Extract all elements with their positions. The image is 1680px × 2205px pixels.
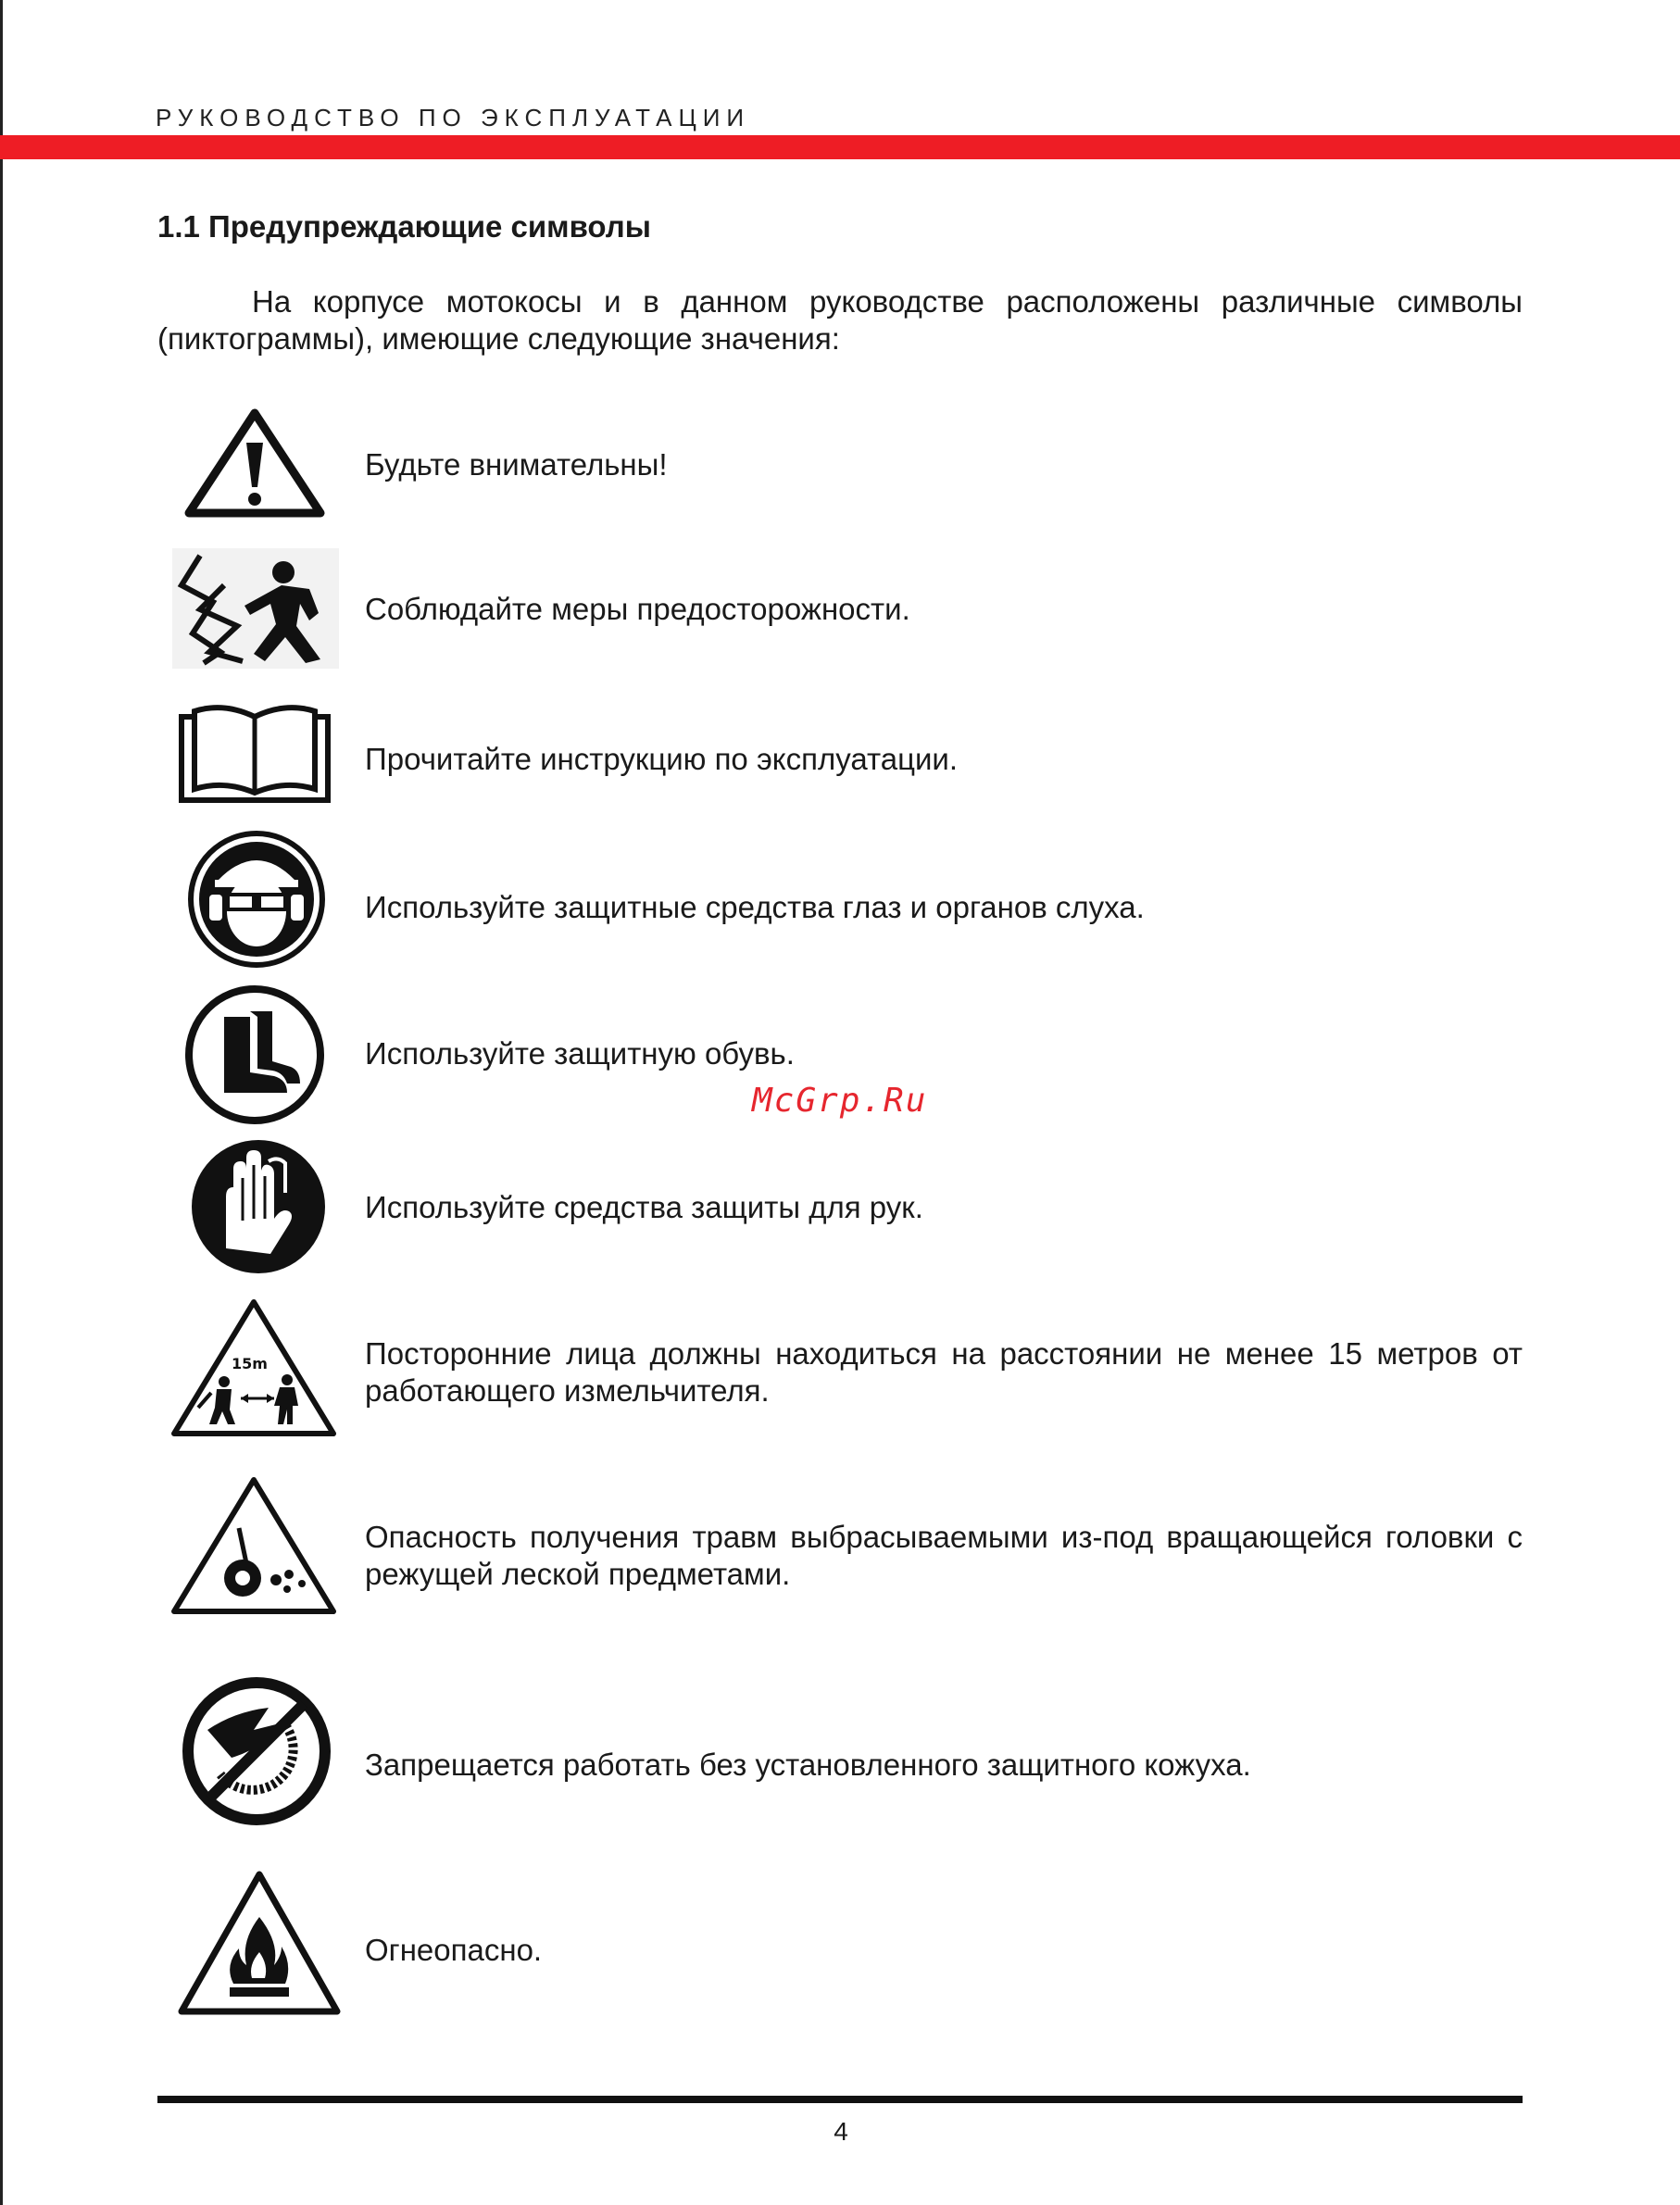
symbol-text-attention: Будьте внимательны! [365, 447, 668, 482]
symbol-text-flying-debris: Опасность получения травм выбрасываемыми из-под вращающейся головки с режущей леской предметами. [365, 1520, 1523, 1591]
flying-debris-icon [170, 1474, 337, 1615]
symbol-text-safety-boots: Используйте защитную обувь. [365, 1036, 795, 1071]
electric-hazard-icon [172, 548, 339, 669]
symbol-text-guard-required: Запрещается работать без установленного защитного кожуха. [365, 1748, 1251, 1782]
open-book-icon [178, 702, 332, 804]
safety-gloves-icon [189, 1137, 328, 1276]
intro-text: На корпусе мотокосы и в данном руководстве расположены различные символы (пиктограммы), имеющие следующие значения: [157, 284, 1523, 356]
eye-ear-protection-icon [187, 830, 326, 969]
section-intro [157, 283, 1523, 357]
safety-boots-icon [183, 983, 326, 1126]
symbol-text-flammable: Огнеопасно. [365, 1933, 543, 1967]
page-left-edge [0, 0, 3, 2205]
watermark: McGrp.Ru [752, 1082, 928, 1120]
symbol-text-keep-distance: Посторонние лица должны находиться на расстоянии не менее 15 метров от работающего измельчителя. [365, 1336, 1523, 1408]
symbol-text-precautions: Соблюдайте меры предосторожности. [365, 592, 910, 626]
footer-rule [157, 2096, 1523, 2103]
flammable-icon [178, 1869, 341, 2017]
no-guard-prohibited-icon [180, 1674, 333, 1828]
symbol-text-eye-ear-protection: Используйте защитные средства глаз и органов слуха. [365, 890, 1145, 924]
warning-triangle-icon [185, 407, 324, 519]
page-number: 4 [834, 2117, 848, 2146]
symbol-text-hand-protection: Используйте средства защиты для рук. [365, 1190, 923, 1224]
section-title: 1.1 Предупреждающие символы [157, 209, 651, 244]
header-red-bar [0, 135, 1680, 159]
header-title: РУКОВОДСТВО ПО ЭКСПЛУАТАЦИИ [156, 104, 751, 132]
distance-label: 15m [232, 1355, 268, 1372]
keep-distance-15m-icon [170, 1297, 337, 1437]
symbol-text-read-manual: Прочитайте инструкцию по эксплуатации. [365, 742, 959, 776]
